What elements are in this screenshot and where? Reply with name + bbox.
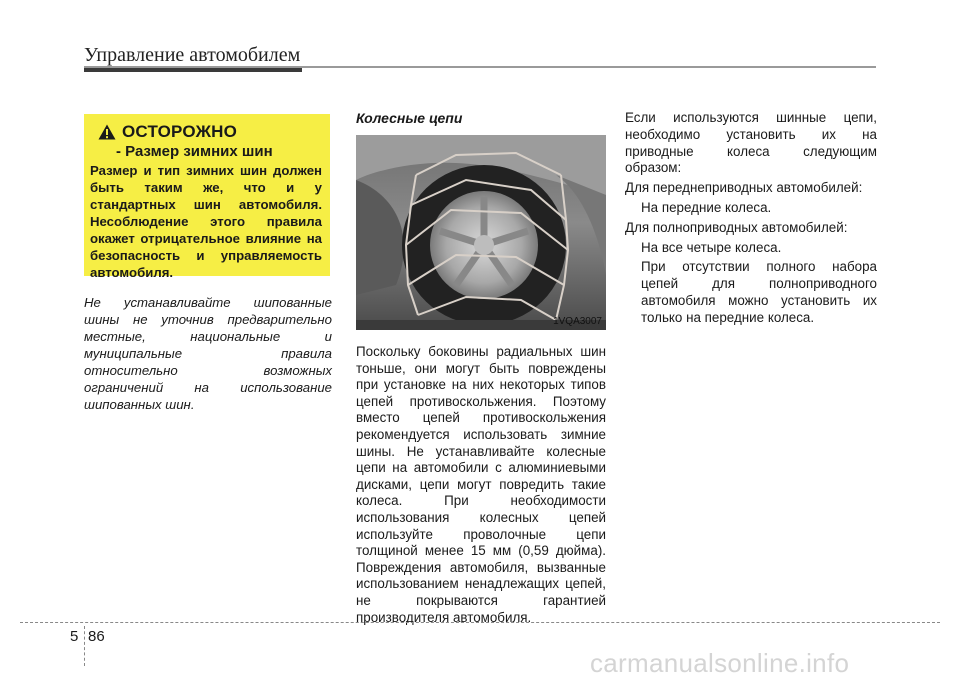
section-header-title: Управление автомобилем — [84, 44, 301, 66]
right-column — [625, 110, 877, 327]
footer-rule — [20, 622, 940, 623]
warning-body: Размер и тип зимних шин должен быть таким же, что и у стандартных шин автомобиля. Несоблюдение этого правила окажет отрицательное влияние на безопасность и управляемость автомобиля. — [90, 163, 322, 280]
warning-triangle-icon — [98, 124, 116, 140]
studded-tires-note: Не устанавливайте шипованные шины не уточнив предварительно местные, национальные и муниципальные правила относительно возможных ограничений на использование шипованных шин. — [84, 295, 332, 412]
fwd-label: Для переднеприводных автомобилей: — [625, 180, 863, 196]
header-rule-accent — [84, 68, 302, 72]
watermark: carmanualsonline.info — [590, 648, 850, 678]
chains-section-title: Колесные цепи — [356, 110, 463, 126]
chains-install-intro: Если используются шинные цепи, необходимо установить их на приводные колеса следующим образом: — [625, 110, 877, 176]
warning-subtitle: - Размер зимних шин — [116, 143, 273, 160]
image-code-label: 1VQA3007 — [553, 316, 602, 327]
page-number: 86 — [88, 628, 105, 645]
fwd-value: На передние колеса. — [641, 199, 772, 215]
tire-chain-photo — [356, 135, 606, 330]
awd-value: На все четыре колеса. — [641, 239, 782, 255]
awd-label: Для полноприводных автомобилей: — [625, 219, 848, 235]
footer-divider — [84, 626, 85, 666]
warning-title: ОСТОРОЖНО — [122, 122, 238, 141]
chapter-number: 5 — [70, 628, 79, 645]
chains-body-text: Поскольку боковины радиальных шин тоньше, они могут быть повреждены при установке на них некоторых типов цепей противоскольжения. Поэтому вместо цепей противоскольжения рекомендуется использовать зимние шины. Не устанавливайте колесные цепи на автомобили с алюминиевыми дисками, цепи могут повредить такие колеса. При необходимости использования колесных цепей используйте проволочные цепи толщиной менее 15 мм (0,59 дюйма). Повреждения автомобиля, вызванные использованием ненадлежащих цепей, не покрываются гарантией производителя автомобиля. — [356, 344, 606, 625]
warning-box — [84, 114, 330, 280]
awd-note: При отсутствии полного набора цепей для полноприводного автомобиля можно установить их только на передние колеса. — [641, 259, 877, 325]
